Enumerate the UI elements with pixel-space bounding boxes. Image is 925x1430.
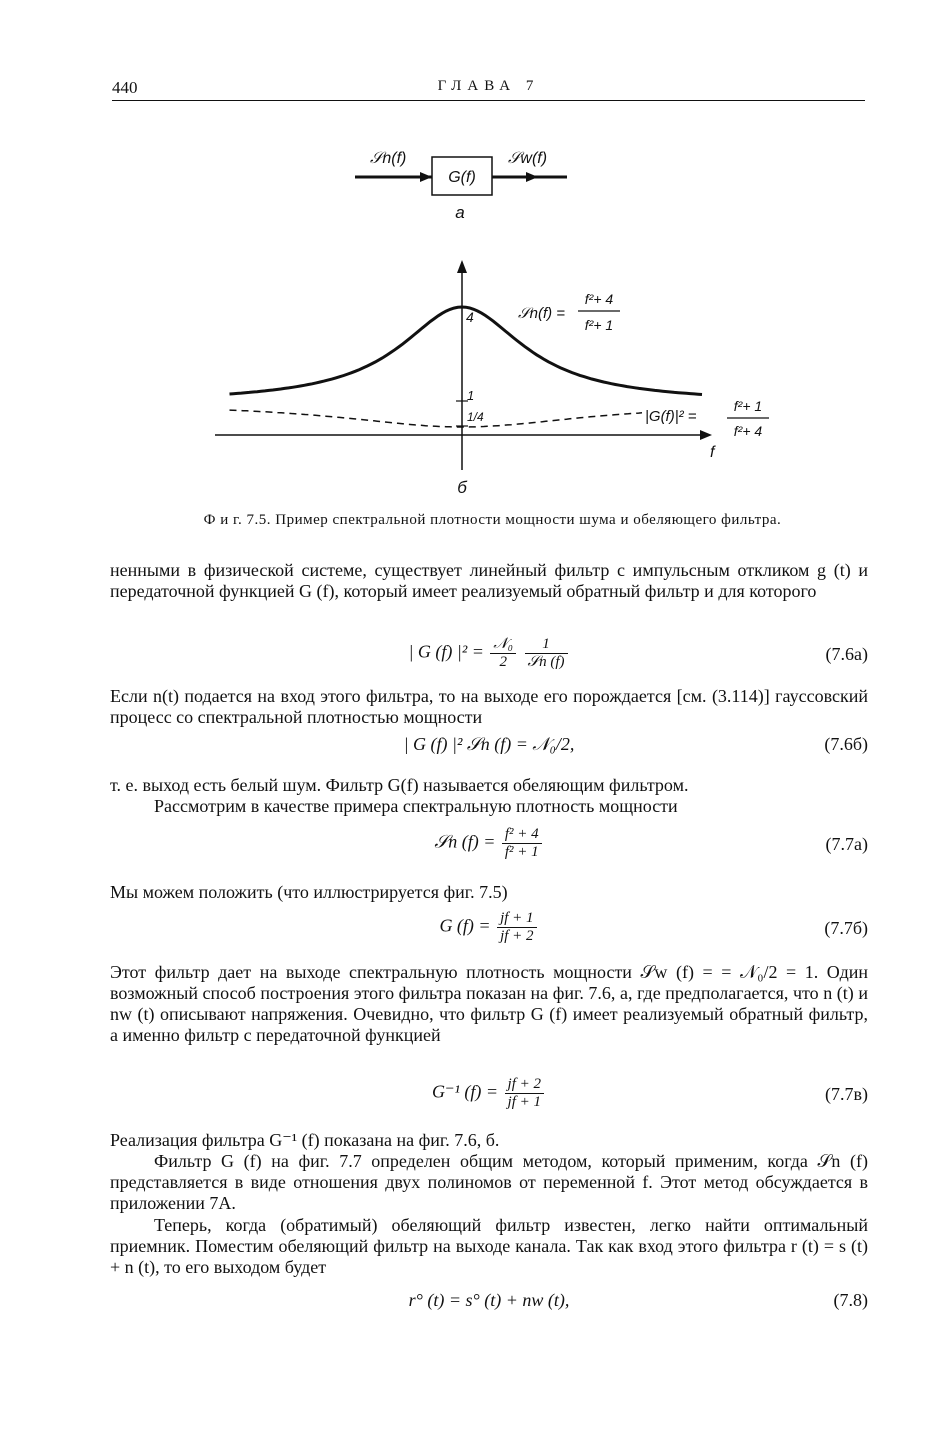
paragraph-4: Рассмотрим в качестве примера спектральную плотность мощности [154, 796, 678, 816]
f-axis-label: f [710, 444, 715, 461]
sn-formula-numerator: f²+ 4 [584, 291, 614, 307]
equation-7-7b [110, 910, 868, 950]
equation-7-6b [110, 734, 868, 774]
eq-77a-fraction [502, 826, 542, 861]
tick-4-label: 4 [466, 309, 474, 325]
paragraph-7: Реализация фильтра G⁻¹ (f) показана на фиг. 7.6, б. [110, 1130, 500, 1150]
eq-76a-f1-num: 𝒩₀ [490, 636, 516, 654]
figure-caption: Ф и г. 7.5. Пример спектральной плотности мощности шума и обеляющего фильтра. [203, 512, 782, 528]
eq-76a-f2-den: 𝒮n (f) [527, 654, 565, 670]
eq-78-formula: r° (t) = s° (t) + nw (t), [408, 1290, 570, 1310]
g-formula-numerator: f²+ 1 [733, 398, 763, 414]
box-label: G(f) [448, 169, 476, 186]
g-formula-denominator: f²+ 4 [733, 423, 763, 439]
g-formula-lhs: |G(f)|² = [645, 408, 697, 425]
page-number: 440 [112, 78, 138, 97]
eq-77b-numerator: jf + 1 [497, 910, 536, 928]
f-axis-arrowhead [700, 430, 712, 440]
output-arrowhead [526, 172, 538, 182]
eq-76a-lhs: | G (f) |² = [408, 641, 484, 662]
eq-77v-fraction [505, 1076, 544, 1111]
eq-76a-f1-den: 2 [499, 654, 507, 670]
vertical-axis-arrowhead [457, 260, 467, 273]
eq-76a-fraction-2 [525, 636, 568, 671]
paragraph-5: Мы можем положить (что иллюстрируется фиг. 7.5) [110, 882, 508, 902]
eq-76a-f2-num: 1 [525, 636, 568, 654]
paragraph-1: ненными в физической системе, существует линейный фильтр с импульсным откликом g (t) и передаточной функцией G (f), который имеет реализуемый обратный фильтр и для которого [110, 560, 868, 601]
eq-77v-numerator: jf + 2 [505, 1076, 544, 1094]
eq-77a-numerator: f² + 4 [502, 826, 542, 844]
figure-7-5 [0, 0, 925, 520]
eq-77b-lhs: G (f) = [439, 915, 491, 936]
input-arrowhead [420, 172, 432, 182]
tick-quarter-label: 1/4 [467, 410, 484, 424]
paragraph-3: т. е. выход есть белый шум. Фильтр G(f) называется обеляющим фильтром. [110, 775, 689, 795]
eq-77v-denominator: jf + 1 [507, 1094, 541, 1110]
equation-7-7v [110, 1076, 868, 1116]
eq-77a-lhs: 𝒮n (f) = [434, 831, 496, 852]
equation-7-6a [110, 636, 868, 676]
paragraph-8: Фильтр G (f) на фиг. 7.7 определен общим методом, который применим, когда 𝒮n (f) представляется в виде отношения двух полиномов от переменной f. Этот метод обсуждается в приложении 7А. [110, 1151, 868, 1213]
chapter-title: ГЛАВА 7 [437, 78, 540, 94]
subfigure-b-label: б [457, 478, 467, 497]
eq-77a-denominator: f² + 1 [504, 844, 539, 860]
eq-77a-number: (7.7а) [825, 834, 868, 854]
eq-76b-formula: | G (f) |² 𝒮n (f) = 𝒩₀/2, [403, 734, 575, 754]
subfigure-a-label: а [455, 203, 465, 222]
eq-76b-number: (7.6б) [824, 734, 868, 754]
g-squared-curve [230, 410, 643, 427]
output-label: 𝒮w(f) [508, 150, 548, 167]
eq-77b-number: (7.7б) [824, 918, 868, 938]
paragraph-2: Если n(t) подается на вход этого фильтра, то на выходе его порождается [см. (3.114)] гауссовский процесс со спектральной плотностью мощности [110, 686, 868, 727]
paragraph-9: Теперь, когда (обратимый) обеляющий фильтр известен, легко найти оптимальный приемник. Поместим обеляющий фильтр на выходе канала. Так как вход этого фильтра r (t) = s (t) + n (t), то его выходом будет [110, 1215, 868, 1277]
eq-77v-lhs: G⁻¹ (f) = [431, 1081, 499, 1102]
spectral-graph [215, 260, 769, 497]
eq-78-number: (7.8) [833, 1290, 868, 1310]
eq-77b-denominator: jf + 2 [500, 928, 534, 944]
eq-77v-number: (7.7в) [825, 1084, 868, 1104]
block-diagram [355, 150, 567, 222]
input-label: 𝒮n(f) [370, 150, 407, 167]
equation-7-7a [110, 826, 868, 866]
eq-76a-number: (7.6а) [825, 644, 868, 664]
eq-76a-fraction-1 [490, 636, 516, 671]
paragraph-6: Этот фильтр дает на выходе спектральную плотность мощности 𝒮w (f) = = 𝒩₀/2 = 1. Один возможный способ построения этого фильтра показан на фиг. 7.6, а, где предполагается, что n (t) и nw (t) описывают напряжения. Очевидно, что фильтр G (f) имеет реализуемый обратный фильтр, а именно фильтр с передаточной функцией [110, 962, 868, 1045]
tick-1-label: 1 [467, 388, 475, 403]
equation-7-8 [110, 1290, 868, 1330]
sn-formula-denominator: f²+ 1 [584, 317, 614, 333]
eq-77b-fraction [497, 910, 536, 945]
sn-formula-lhs: 𝒮n(f) = [518, 305, 566, 322]
